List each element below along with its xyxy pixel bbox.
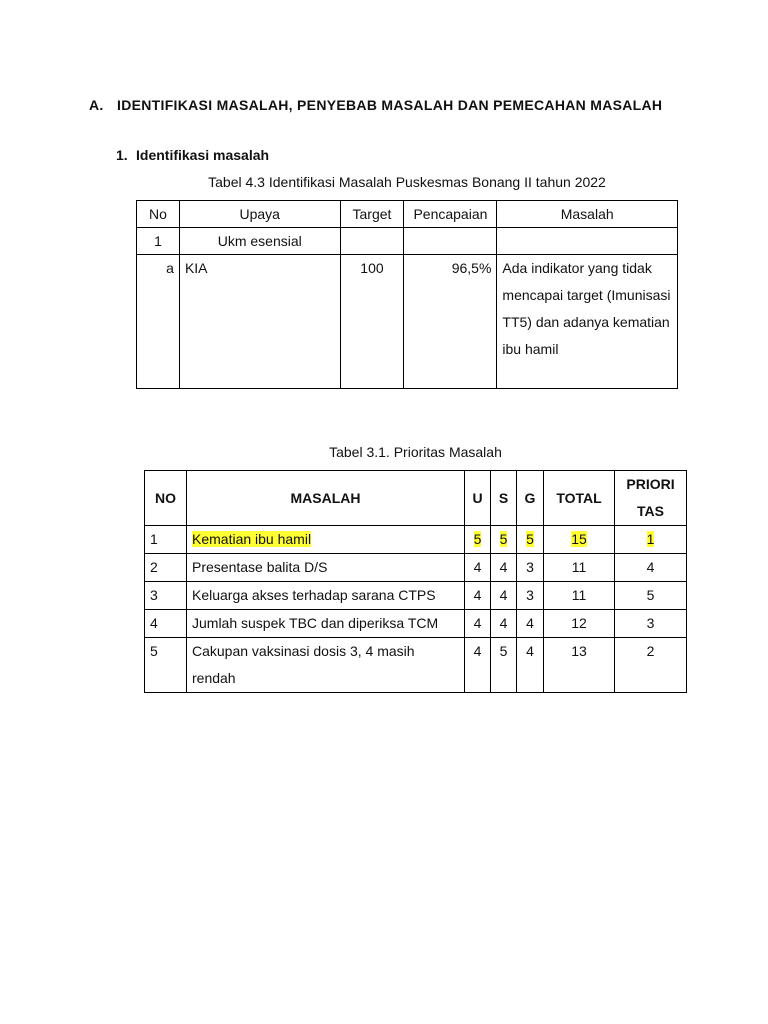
table-row: [145, 582, 687, 610]
cell-prioritas: 5: [615, 582, 687, 610]
table-header-row: [137, 201, 678, 228]
cell-s: 4: [491, 582, 517, 610]
cell-upaya: Ukm esensial: [179, 228, 340, 255]
header-g: G: [517, 471, 544, 526]
cell-prioritas: 4: [615, 554, 687, 582]
subsection-heading-1: [116, 145, 269, 165]
header-masalah: MASALAH: [187, 471, 465, 526]
cell-no: 5: [145, 638, 187, 693]
cell-target: 100: [340, 255, 404, 389]
highlighted-text: 5: [526, 531, 534, 547]
cell-u: [465, 526, 491, 554]
header-pencapaian: Pencapaian: [404, 201, 497, 228]
table-row: [145, 638, 687, 693]
highlighted-text: 5: [499, 531, 508, 547]
header-total: TOTAL: [544, 471, 615, 526]
cell-prioritas: 3: [615, 610, 687, 638]
highlighted-text: 5: [473, 531, 482, 547]
table-row: [137, 255, 678, 389]
cell-no: a: [137, 255, 180, 389]
cell-pencapaian: [404, 228, 497, 255]
subsection-number: 1.: [116, 147, 128, 163]
table-row: [145, 554, 687, 582]
header-s: S: [491, 471, 517, 526]
cell-u: 4: [465, 554, 491, 582]
cell-masalah: [187, 526, 465, 554]
section-number: A.: [89, 97, 104, 113]
cell-g: 4: [517, 638, 544, 693]
subsection-title: Identifikasi masalah: [136, 147, 270, 163]
cell-upaya: KIA: [179, 255, 340, 389]
header-no: NO: [145, 471, 187, 526]
table-row: [145, 610, 687, 638]
cell-no: 1: [145, 526, 187, 554]
highlighted-text: 15: [571, 531, 587, 547]
cell-s: 4: [491, 554, 517, 582]
cell-target: [340, 228, 404, 255]
header-no: No: [137, 201, 180, 228]
cell-prioritas: [615, 526, 687, 554]
table-header-row: [145, 471, 687, 526]
table2-caption: Tabel 3.1. Prioritas Masalah: [329, 444, 502, 460]
cell-total: [544, 526, 615, 554]
cell-u: 4: [465, 638, 491, 693]
cell-g: 3: [517, 554, 544, 582]
problem-priority-table: [144, 470, 687, 693]
cell-total: 11: [544, 582, 615, 610]
cell-s: 5: [491, 638, 517, 693]
cell-no: 1: [137, 228, 180, 255]
cell-masalah: Presentase balita D/S: [187, 554, 465, 582]
cell-no: 3: [145, 582, 187, 610]
cell-masalah: Cakupan vaksinasi dosis 3, 4 masih rendah: [187, 638, 465, 693]
header-target: Target: [340, 201, 404, 228]
cell-masalah: Ada indikator yang tidak mencapai target (Imunisasi TT5) dan adanya kematian ibu hamil: [497, 255, 678, 389]
cell-prioritas: 2: [615, 638, 687, 693]
cell-g: [517, 526, 544, 554]
cell-total: 13: [544, 638, 615, 693]
cell-pencapaian: 96,5%: [404, 255, 497, 389]
section-title: IDENTIFIKASI MASALAH, PENYEBAB MASALAH DAN PEMECAHAN MASALAH: [117, 97, 663, 113]
cell-total: 11: [544, 554, 615, 582]
table-row: [145, 526, 687, 554]
cell-u: 4: [465, 582, 491, 610]
header-masalah: Masalah: [497, 201, 678, 228]
cell-s: 4: [491, 610, 517, 638]
highlighted-text: 1: [646, 531, 655, 547]
cell-no: 2: [145, 554, 187, 582]
problem-identification-table: [136, 200, 678, 389]
table-row: [137, 228, 678, 255]
cell-s: [491, 526, 517, 554]
cell-g: 4: [517, 610, 544, 638]
header-u: U: [465, 471, 491, 526]
cell-masalah: [497, 228, 678, 255]
header-upaya: Upaya: [179, 201, 340, 228]
cell-g: 3: [517, 582, 544, 610]
cell-u: 4: [465, 610, 491, 638]
table1-caption: Tabel 4.3 Identifikasi Masalah Puskesmas Bonang II tahun 2022: [208, 174, 606, 190]
cell-total: 12: [544, 610, 615, 638]
cell-masalah: Jumlah suspek TBC dan diperiksa TCM: [187, 610, 465, 638]
cell-no: 4: [145, 610, 187, 638]
cell-masalah: Keluarga akses terhadap sarana CTPS: [187, 582, 465, 610]
header-prioritas: PRIORI TAS: [615, 471, 687, 526]
highlighted-text: Kematian ibu hamil: [192, 531, 312, 547]
